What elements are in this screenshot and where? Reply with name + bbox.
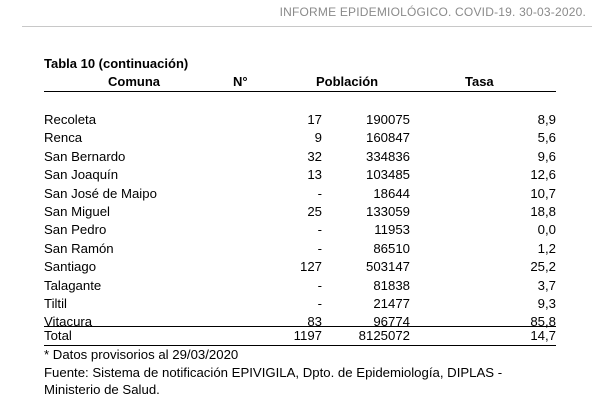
cell-n: 9 [314, 130, 322, 146]
source-note: Fuente: Sistema de notificación EPIVIGILA, Dpto. de Epidemiología, DIPLAS - [44, 364, 503, 380]
cell-tasa: 9,3 [537, 295, 556, 311]
cell-tasa: 1,2 [537, 240, 556, 256]
table-row [44, 203, 556, 221]
cell-n: 13 [307, 167, 322, 183]
table-row [44, 240, 556, 258]
cell-comuna: San Joaquín [44, 167, 119, 183]
table-row [44, 111, 556, 129]
cell-n: - [317, 240, 322, 256]
total-label: Total [44, 328, 72, 343]
table-row [44, 221, 556, 239]
cell-comuna: San Pedro [44, 222, 107, 238]
cell-tasa: 9,6 [537, 148, 556, 164]
table-title: Tabla 10 (continuación) [44, 56, 189, 71]
table-body [44, 111, 556, 332]
cell-tasa: 8,9 [537, 112, 556, 127]
table-row [44, 295, 556, 313]
table-row [44, 148, 556, 166]
cell-tasa: 12,6 [530, 167, 556, 183]
cell-poblacion: 160847 [365, 130, 410, 146]
cell-comuna: Santiago [44, 259, 97, 275]
cell-tasa: 18,8 [530, 203, 556, 219]
cell-comuna: Talagante [44, 277, 102, 293]
table-row [44, 258, 556, 276]
cell-n: - [317, 185, 322, 201]
provisional-data-note: * Datos provisorios al 29/03/2020 [44, 347, 239, 362]
cell-poblacion: 190075 [365, 112, 410, 127]
cell-poblacion: 133059 [365, 203, 410, 219]
table-notes [44, 346, 502, 399]
cell-poblacion: 18644 [373, 185, 410, 201]
total-n: 1197 [293, 328, 322, 343]
cell-poblacion: 334836 [365, 148, 410, 164]
table-row [44, 129, 556, 147]
cell-tasa: 85,8 [530, 314, 556, 330]
cell-tasa: 3,7 [537, 277, 556, 293]
total-poblacion: 8125072 [358, 328, 410, 343]
cell-poblacion: 503147 [365, 259, 410, 275]
cell-comuna: San Miguel [44, 203, 110, 219]
cell-poblacion: 81838 [373, 277, 410, 293]
cell-poblacion: 103485 [365, 167, 410, 183]
header-rule [44, 91, 556, 92]
cell-n: 127 [299, 259, 322, 275]
cell-n: - [317, 277, 322, 293]
cell-poblacion: 11953 [374, 222, 410, 238]
cell-n: 17 [307, 112, 322, 127]
table-row [44, 185, 556, 203]
cell-n: - [317, 295, 322, 311]
cell-tasa: 0,0 [537, 222, 556, 238]
cell-n: 83 [307, 314, 322, 330]
header-divider [22, 26, 592, 27]
cell-poblacion: 86510 [373, 240, 410, 256]
cell-poblacion: 21477 [373, 295, 410, 311]
table-row [44, 277, 556, 295]
cell-n: 25 [307, 203, 322, 219]
column-header-comuna: Comuna [108, 74, 160, 89]
cell-comuna: Tiltil [44, 295, 67, 311]
cell-comuna: San Bernardo [44, 148, 126, 164]
cell-comuna: San Ramón [44, 240, 114, 256]
cell-tasa: 5,6 [537, 130, 556, 146]
cell-n: 32 [307, 148, 322, 164]
cell-poblacion: 96774 [373, 314, 410, 330]
cell-comuna: Recoleta [44, 112, 97, 127]
source-note-continued: Ministerio de Salud. [44, 382, 160, 397]
cell-tasa: 25,2 [530, 259, 556, 275]
column-header-tasa: Tasa [465, 74, 494, 89]
cell-comuna: San José de Maipo [44, 185, 157, 201]
table-row [44, 166, 556, 184]
report-header-text: INFORME EPIDEMIOLÓGICO. COVID-19. 30-03-2020. [279, 5, 586, 19]
cell-tasa: 10,7 [530, 185, 556, 201]
total-tasa: 14,7 [530, 328, 556, 343]
column-header-n: N° [233, 74, 248, 89]
cell-n: - [317, 222, 322, 238]
cell-comuna: Renca [44, 130, 83, 146]
column-header-poblacion: Población [316, 74, 379, 89]
cell-comuna: Vitacura [44, 314, 93, 330]
table-total-row [44, 326, 556, 346]
